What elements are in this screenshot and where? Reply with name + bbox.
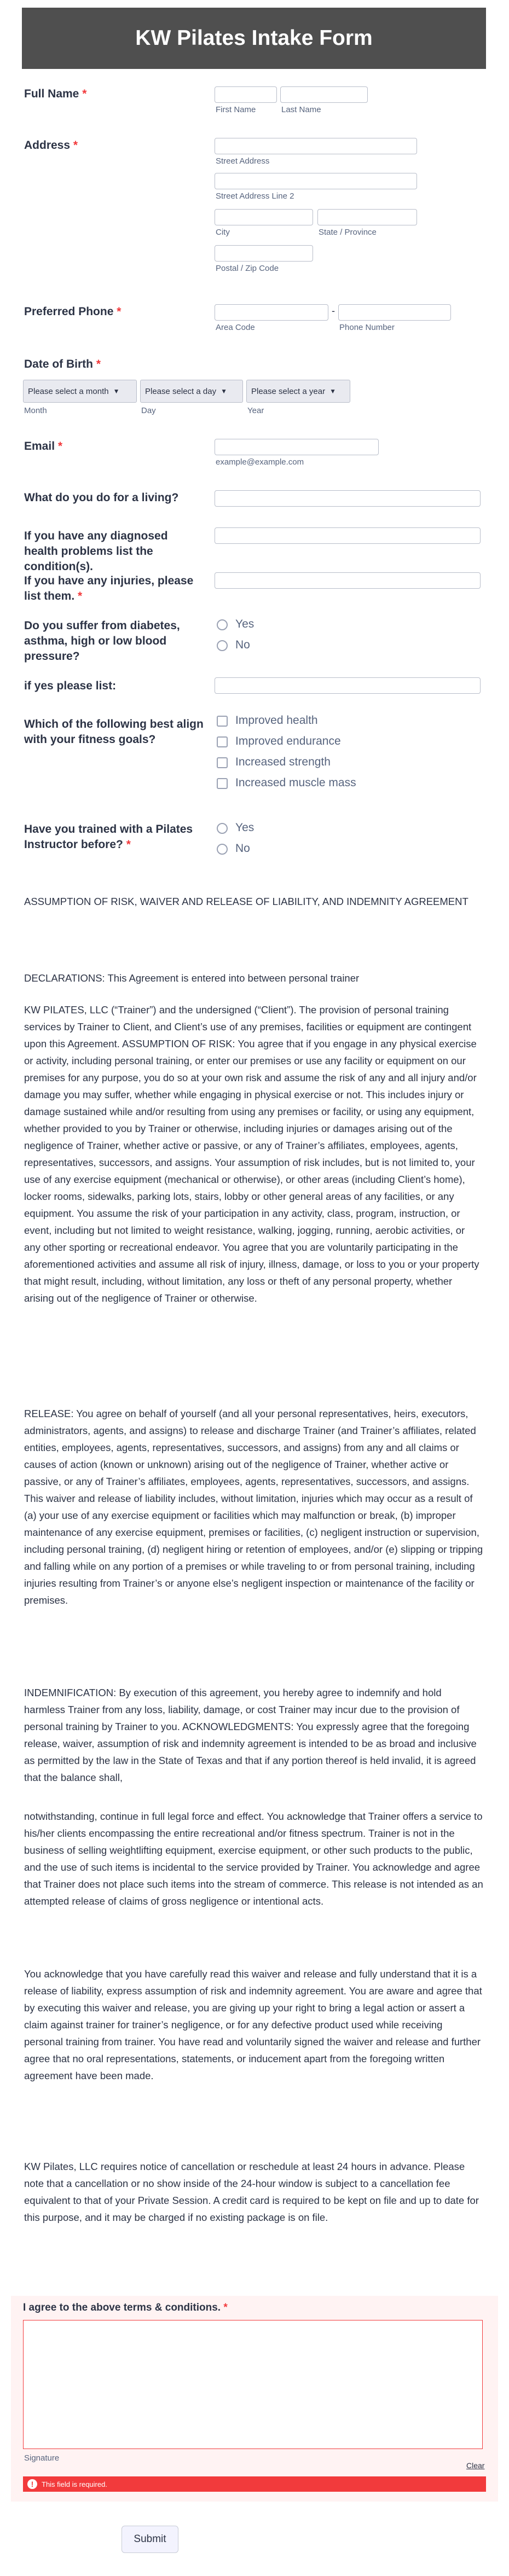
month-sublabel: Month — [24, 406, 47, 415]
conditions-input[interactable] — [215, 527, 481, 544]
city-sublabel: City — [216, 228, 230, 237]
diabetes-yes-radio[interactable] — [217, 619, 228, 630]
trained-no-radio[interactable] — [217, 844, 228, 855]
error-icon: ! — [27, 2479, 37, 2489]
injuries-label: If you have any injuries, please list them. * — [24, 575, 194, 602]
phone-label: Preferred Phone * — [24, 305, 122, 318]
first-name-sublabel: First Name — [216, 105, 256, 114]
goal-improved-endurance-checkbox[interactable] — [217, 736, 228, 747]
day-sublabel: Day — [141, 406, 156, 415]
email-sublabel: example@example.com — [216, 457, 304, 467]
street-address-input[interactable] — [215, 138, 417, 154]
signature-sublabel: Signature — [24, 2453, 60, 2463]
diabetes-no-radio[interactable] — [217, 640, 228, 651]
phone-dash: - — [332, 305, 335, 316]
waiver-indemnification: INDEMNIFICATION: By execution of this agreement, you hereby agree to indemnify and hold harmless Trainer from any loss, liability, damage, or cost Trainer may incur due to the provision of personal training by Trainer to you. ACKNOWLEDGMENTS: You expressly agree that the foregoing release, waiver, assumption of risk and indemnity agreement is intended to be as broad and inclusive as permitted by the law in the State of Texas and that if any portion thereof is held invalid, it is agreed that the balance shall, — [24, 1687, 477, 1783]
day-select[interactable] — [140, 380, 243, 403]
waiver-title: ASSUMPTION OF RISK, WAIVER AND RELEASE OF LIABILITY, AND INDEMNITY AGREEMENT — [24, 896, 468, 907]
street-address-line2-input[interactable] — [215, 173, 417, 189]
last-name-input[interactable] — [280, 86, 368, 103]
waiver-declarations: DECLARATIONS: This Agreement is entered into between personal trainer — [24, 972, 360, 984]
dob-label: Date of Birth * — [24, 358, 101, 370]
year-select[interactable] — [246, 380, 350, 403]
required-star: * — [126, 838, 131, 851]
required-star: * — [82, 88, 87, 100]
form-title: KW Pilates Intake Form — [135, 26, 373, 50]
trained-label: Have you trained with a Pilates Instructor before? * — [24, 823, 193, 851]
required-star: * — [117, 305, 122, 318]
injuries-input[interactable] — [215, 572, 481, 589]
waiver-assumption-of-risk: KW PILATES, LLC (“Trainer”) and the undersigned (“Client”). The provision of personal training services by Trainer to Client, and Client’s use of any premises, facilities or equipment are contingent upon this Agreement. ASSUMPTION OF RISK: You agree that if you engage in any physical exercise or activity, including personal training, or enter our premises or use any facility or equipment on our premises for any purpose, you do so at your own risk and assume the risk of any and all injury and/or damage you may suffer, whether while engaging in physical exercise or not. This includes injury or damage sustained while and/or resulting from using any premises or facility, or using any equipment, whether provided to you by Trainer or otherwise, including injuries or damages arising out of the negligence of Trainer, whether active or passive, or any of Trainer’s affiliates, employees, agents, representatives, successors, and assigns. Your assumption of risk includes, but is not limited to, your use of any exercise equipment (mechanical or otherwise), or other areas (including Client’s home), locker rooms, sidewalks, parking lots, stairs, lobby or other general areas of any facilities, or any equipment. You assume the risk of your participation in any activity, class, program, instruction, or event, including but not limited to weight resistance, walking, jogging, running, aerobic activities, or any other sporting or recreational endeavor. You agree that you are voluntarily participating in the aforementioned activities and assume all risk of injury, illness, damage, or loss to you or your property that might result, including, without limitation, any loss or theft of any personal property, whether arising out of the negligence of Trainer or otherwise. — [24, 1004, 479, 1304]
chevron-down-icon: ▼ — [221, 387, 227, 395]
required-star: * — [96, 358, 101, 370]
diabetes-yes-label: Yes — [235, 618, 255, 630]
diabetes-label: Do you suffer from diabetes, asthma, high or low blood pressure? — [24, 619, 180, 663]
required-star: * — [73, 139, 78, 152]
required-star: * — [78, 590, 83, 602]
ifyes-label: if yes please list: — [24, 680, 117, 692]
signature-pad[interactable] — [23, 2320, 483, 2449]
month-select[interactable] — [23, 380, 137, 403]
waiver-acknowledgment: notwithstanding, continue in full legal force and effect. You acknowledge that Trainer offers a service to his/her clients encompassing the entire recreational and/or fitness spectrum. Trainer is not in the business of selling weightlifting equipment, exercise equipment, or other such products to the public, and the use of such items is incidental to the service provided by Trainer. You acknowledge and agree that Trainer does not place such items into the stream of commerce. This release is not intended as an attempted release of claims of gross negligence or intentional acts. — [24, 1811, 483, 1907]
terms-label: I agree to the above terms & conditions. * — [23, 2302, 228, 2313]
submit-button[interactable] — [122, 2526, 178, 2553]
goals-label: Which of the following best align with your fitness goals? — [24, 718, 204, 746]
chevron-down-icon: ▼ — [113, 387, 120, 395]
state-sublabel: State / Province — [319, 228, 377, 237]
ifyes-input[interactable] — [215, 677, 481, 694]
goal-improved-health-checkbox[interactable] — [217, 716, 228, 727]
area-code-sublabel: Area Code — [216, 323, 255, 332]
email-label: Email * — [24, 440, 63, 452]
postal-code-sublabel: Postal / Zip Code — [216, 264, 279, 273]
trained-no-label: No — [235, 842, 250, 855]
submit-label: Submit — [134, 2533, 166, 2545]
form-header — [22, 8, 486, 69]
address-label: Address * — [24, 139, 78, 152]
city-input[interactable] — [215, 209, 313, 225]
first-name-input[interactable] — [215, 86, 277, 103]
conditions-label: If you have any diagnosed health problems list the condition(s). — [24, 530, 168, 573]
state-input[interactable] — [317, 209, 417, 225]
clear-signature-link[interactable]: Clear — [466, 2461, 485, 2470]
error-message — [23, 2476, 486, 2492]
required-star: * — [57, 440, 63, 452]
full-name-label: Full Name * — [24, 88, 87, 100]
year-sublabel: Year — [247, 406, 264, 415]
phone-number-sublabel: Phone Number — [339, 323, 395, 332]
goal-increased-strength-checkbox[interactable] — [217, 757, 228, 768]
waiver-release: RELEASE: You agree on behalf of yourself (and all your personal representatives, heirs, executors, administrators, agents, and assigns) to release and discharge Trainer (and Trainer’s affiliates, related entities, employees, agents, representatives, successors, and assigns) from any and all claims or causes of action (known or unknown) arising out of the negligence of Trainer, whether active or passive, or any of Trainer’s affiliates, employees, agents, representatives, successors, and assigns. This waiver and release of liability includes, without limitation, injuries which may occur as a result of (a) your use of any exercise equipment or facilities which may malfunction or break, (b) improper maintenance of any exercise equipment, premises or facilities, (c) negligent instruction or supervision, including personal training, (d) negligent hiring or retention of employees, and/or (e) slipping or tripping and falling while on any portion of a premises or while traveling to or from personal training, including injuries resulting from Trainer’s or anyone else’s negligent inspection or maintenance of the facility or premises. — [24, 1408, 483, 1606]
last-name-sublabel: Last Name — [281, 105, 321, 114]
street-address-line2-sublabel: Street Address Line 2 — [216, 192, 294, 201]
chevron-down-icon: ▼ — [329, 387, 336, 395]
year-select-value: Please select a year — [251, 386, 326, 396]
goal-option-label: Improved endurance — [235, 735, 341, 747]
goal-option-label: Increased muscle mass — [235, 776, 356, 789]
living-input[interactable] — [215, 490, 481, 507]
trained-yes-label: Yes — [235, 821, 255, 834]
error-text: This field is required. — [42, 2480, 107, 2488]
waiver-understanding: You acknowledge that you have carefully read this waiver and release and fully understand that it is a release of liability, express assumption of risk and indemnity agreement. You are aware and agree that by executing this waiver and release, you are giving up your right to bring a legal action or assert a claim against trainer for trainer’s negligence, or for any defective product used while receiving personal training from trainer. You have read and voluntarily signed the waiver and release and further agree that no oral representations, statements, or inducement apart from the foregoing written agreement have been made. — [24, 1968, 482, 2081]
goal-option-label: Increased strength — [235, 756, 331, 768]
area-code-input[interactable] — [215, 304, 328, 321]
required-star: * — [223, 2302, 228, 2313]
goal-option-label: Improved health — [235, 714, 318, 727]
cancellation-policy: KW Pilates, LLC requires notice of cancellation or reschedule at least 24 hours in advance. Please note that a cancellation or no show inside of the 24-hour window is subject to a cancellation fee equivalent to that of your Private Session. A credit card is required to be kept on file and up to date for this purpose, and it may be charged if no existing package is on file. — [24, 2161, 479, 2223]
email-input[interactable] — [215, 439, 379, 455]
diabetes-no-label: No — [235, 639, 250, 651]
living-label: What do you do for a living? — [24, 491, 179, 504]
goal-increased-muscle-mass-checkbox[interactable] — [217, 778, 228, 789]
month-select-value: Please select a month — [28, 386, 109, 396]
day-select-value: Please select a day — [145, 386, 217, 396]
street-address-sublabel: Street Address — [216, 156, 270, 166]
postal-code-input[interactable] — [215, 245, 313, 262]
trained-yes-radio[interactable] — [217, 823, 228, 834]
phone-number-input[interactable] — [338, 304, 451, 321]
